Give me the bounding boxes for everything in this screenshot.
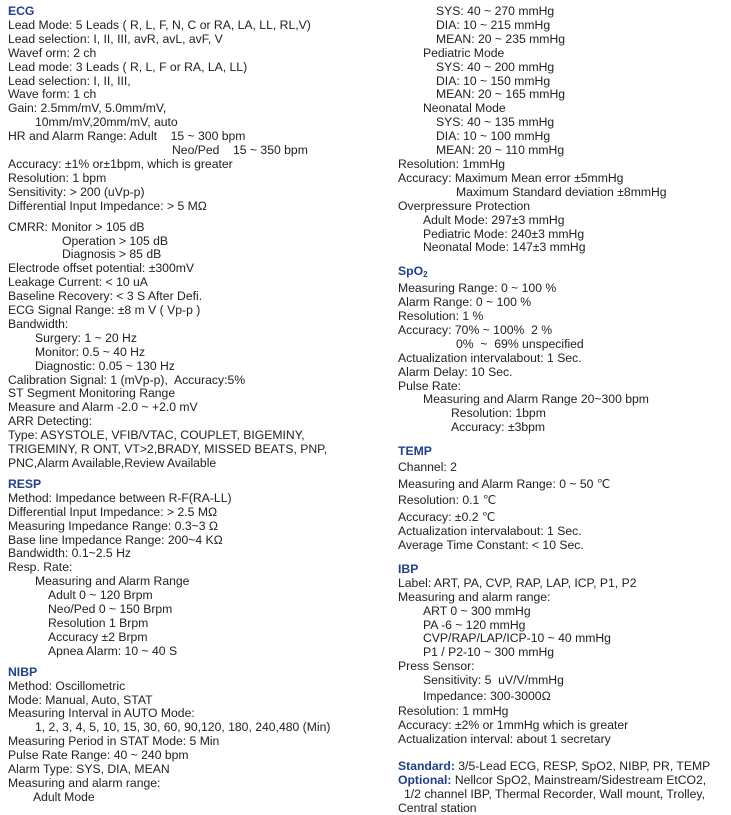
spo2-line: Resolution: 1 % <box>398 309 484 324</box>
nibp-line: Alarm Type: SYS, DIA, MEAN <box>8 762 170 777</box>
nibp-line: Neonatal Mode: 147±3 mmHg <box>423 240 586 255</box>
standard-label: Standard: <box>398 758 455 773</box>
spo2-line: Pulse Rate: <box>398 378 462 393</box>
ecg-specs <box>8 19 388 471</box>
nibp-line: SYS: 40 ~ 135 mmHg <box>436 115 555 130</box>
spo2-title <box>398 265 728 282</box>
resp-specs <box>8 492 388 659</box>
nibp-line: Overpressure Protection <box>398 198 531 213</box>
resp-title: RESP <box>8 476 42 491</box>
ibp-line: PA -6 ~ 120 mmHg <box>423 617 526 632</box>
ecg-line: Diagnosis > 85 dB <box>62 247 162 262</box>
temp-title: TEMP <box>398 444 432 459</box>
optional-label: Optional: <box>398 772 452 787</box>
ecg-line: Surgery: 1 ~ 20 Hz <box>35 330 137 345</box>
ibp-line: Accuracy: ±2% or 1mmHg which is greater <box>398 717 629 732</box>
resp-line: Accuracy ±2 Brpm <box>48 629 148 644</box>
ecg-line: Monitor: 0.5 ~ 40 Hz <box>35 344 146 359</box>
nibp-line: Pediatric Mode: 240±3 mmHg <box>423 226 585 241</box>
ibp-line: Sensitivity: 5 uV/V/mmHg <box>423 673 564 688</box>
nibp-line: Accuracy: Maximum Mean error ±5mmHg <box>398 170 624 185</box>
temp-line: Measuring and Alarm Range: 0 ~ 50 ℃ <box>398 476 611 491</box>
spo2-line: Measuring Range: 0 ~ 100 % <box>398 281 557 296</box>
standard-config <box>398 759 728 773</box>
ecg-line: PNC,Alarm Available,Review Available <box>8 456 217 470</box>
resp-line: Resolution 1 Brpm <box>48 615 149 630</box>
ibp-line: Impedance: 300-3000Ω <box>423 689 551 704</box>
spo2-line: Accuracy: ±3bpm <box>451 420 546 435</box>
ibp-title: IBP <box>398 561 419 576</box>
temp-line: Resolution: 0.1 ℃ <box>398 493 497 508</box>
ecg-line: TRIGEMINY, R ONT, VT>2,BRADY, MISSED BEATS, PNP, <box>8 442 328 457</box>
ecg-line: Differential Input Impedance: > 5 MΩ <box>8 198 207 213</box>
spo2-line: Actualization intervalabout: 1 Sec. <box>398 350 582 365</box>
nibp-line: Pediatric Mode <box>423 45 505 60</box>
ecg-line: Bandwidth: <box>8 316 69 331</box>
ecg-line: Neo/Ped 15 ~ 350 bpm <box>172 143 308 158</box>
temp-specs <box>398 459 728 553</box>
ecg-line: ARR Detecting: <box>8 414 92 429</box>
nibp-line: Adult Mode <box>33 789 95 804</box>
ecg-line: Wave form: 1 ch <box>8 87 97 102</box>
nibp-line: Pulse Rate Range: 40 ~ 240 bpm <box>8 748 189 763</box>
resp-line: Differential Input Impedance: > 2.5 MΩ <box>8 504 218 519</box>
nibp-line: MEAN: 20 ~ 165 mmHg <box>436 87 566 102</box>
ecg-line: Gain: 2.5mm/mV, 5.0mm/mV, <box>8 101 167 116</box>
ecg-line: Type: ASYSTOLE, VFIB/VTAC, COUPLET, BIGEMINY, <box>8 428 305 443</box>
nibp-line: Adult Mode: 297±3 mmHg <box>423 212 565 227</box>
nibp-line: DIA: 10 ~ 215 mmHg <box>436 17 551 32</box>
ibp-line: Press Sensor: <box>398 659 475 674</box>
resp-line: Neo/Ped 0 ~ 150 Brpm <box>48 602 173 617</box>
ecg-line: 10mm/mV,20mm/mV, auto <box>35 115 178 130</box>
resp-line: Measuring and Alarm Range <box>35 574 190 589</box>
ecg-line: CMRR: Monitor > 105 dB <box>8 219 145 234</box>
temp-line: Accuracy: ±0.2 ℃ <box>398 509 496 524</box>
ecg-line: Accuracy: ±1% or±1bpm, which is greater <box>8 156 233 171</box>
nibp-line: Measuring and alarm range: <box>8 775 161 790</box>
ecg-line: Lead mode: 3 Leads ( R, L, F or RA, LA, LL) <box>8 59 248 74</box>
ecg-line: Diagnostic: 0.05 ~ 130 Hz <box>35 358 175 373</box>
ibp-line: ART 0 ~ 300 mmHg <box>423 603 531 618</box>
right-column <box>398 5 728 815</box>
nibp-line: 1, 2, 3, 4, 5, 10, 15, 30, 60, 90,120, 180, 240,480 (Min) <box>35 720 331 735</box>
temp-line: Average Time Constant: < 10 Sec. <box>398 538 584 552</box>
spo2-line: Accuracy: 70% ~ 100% 2 % <box>398 322 553 337</box>
ibp-specs <box>398 577 728 747</box>
nibp-line: Neonatal Mode <box>423 101 506 116</box>
left-column <box>8 5 388 805</box>
nibp-line: Method: Oscillometric <box>8 678 126 693</box>
ibp-line: Actualization interval: about 1 secretary <box>398 731 611 746</box>
nibp-line: MEAN: 20 ~ 235 mmHg <box>436 31 566 46</box>
resp-line: Base line Impedance Range: 200~4 KΩ <box>8 532 223 547</box>
ecg-line: ST Segment Monitoring Range <box>8 386 176 401</box>
ibp-line: Measuring and alarm range: <box>398 589 551 604</box>
nibp-line: SYS: 40 ~ 270 mmHg <box>436 4 555 18</box>
spo2-line: Alarm Range: 0 ~ 100 % <box>398 295 532 310</box>
ecg-line: Sensitivity: > 200 (uVp-p) <box>8 184 145 199</box>
nibp-line: Measuring Period in STAT Mode: 5 Min <box>8 734 220 749</box>
spo2-line: Resolution: 1bpm <box>451 406 546 421</box>
ibp-line: Label: ART, PA, CVP, RAP, LAP, ICP, P1, P2 <box>398 575 637 590</box>
spo2-specs <box>398 282 728 435</box>
ibp-line: Resolution: 1 mmHg <box>398 704 509 719</box>
ibp-line: CVP/RAP/LAP/ICP-10 ~ 40 mmHg <box>423 631 611 646</box>
ecg-title: ECG <box>8 4 35 18</box>
nibp-line: SYS: 40 ~ 200 mmHg <box>436 59 555 74</box>
nibp-continued <box>398 5 728 255</box>
spo2-title-text: SpO <box>398 264 424 279</box>
optional-config-line: Central station <box>398 800 477 815</box>
ecg-line: Leakage Current: < 10 uA <box>8 275 148 290</box>
nibp-line: MEAN: 20 ~ 110 mmHg <box>436 143 565 158</box>
nibp-line: Measuring Interval in AUTO Mode: <box>8 706 195 721</box>
temp-line: Actualization intervalabout: 1 Sec. <box>398 524 582 539</box>
resp-line: Resp. Rate: <box>8 560 73 575</box>
ecg-line: Measure and Alarm -2.0 ~ +2.0 mV <box>8 400 198 415</box>
resp-line: Method: Impedance between R-F(RA-LL) <box>8 490 232 505</box>
ecg-line: Calibration Signal: 1 (mVp-p), Accuracy:5% <box>8 372 246 387</box>
ecg-line: Lead Mode: 5 Leads ( R, L, F, N, C or RA, LA, LL, RL,V) <box>8 17 311 32</box>
nibp-line: Mode: Manual, Auto, STAT <box>8 692 153 707</box>
nibp-specs <box>8 680 388 805</box>
nibp-line: Maximum Standard deviation ±8mmHg <box>456 184 667 199</box>
nibp-line: DIA: 10 ~ 150 mmHg <box>436 73 551 88</box>
ecg-line: Lead selection: I, II, III, avR, avL, avF, V <box>8 31 223 46</box>
spo2-title-subscript: 2 <box>423 270 428 280</box>
resp-line: Adult 0 ~ 120 Brpm <box>48 588 153 603</box>
nibp-line: DIA: 10 ~ 100 mmHg <box>436 129 551 144</box>
ecg-line: ECG Signal Range: ±8 m V ( Vp-p ) <box>8 303 201 318</box>
optional-config-line: 1/2 channel IBP, Thermal Recorder, Wall mount, Trolley, <box>404 786 705 801</box>
resp-line: Measuring Impedance Range: 0.3~3 Ω <box>8 518 218 533</box>
temp-line: Channel: 2 <box>398 460 457 475</box>
optional-config <box>398 773 728 787</box>
nibp-title: NIBP <box>8 664 38 679</box>
spo2-line: Measuring and Alarm Range 20~300 bpm <box>423 392 649 407</box>
standard-text: 3/5-Lead ECG, RESP, SpO2, NIBP, PR, TEMP <box>454 758 711 773</box>
resp-line: Apnea Alarm: 10 ~ 40 S <box>48 643 178 658</box>
ecg-line: Electrode offset potential: ±300mV <box>8 261 195 276</box>
ecg-line: Baseline Recovery: < 3 S After Defi. <box>8 289 203 304</box>
spo2-line: Alarm Delay: 10 Sec. <box>398 364 513 379</box>
ecg-line: HR and Alarm Range: Adult 15 ~ 300 bpm <box>8 129 246 144</box>
nibp-line: Resolution: 1mmHg <box>398 156 506 171</box>
optional-text: Nellcor SpO2, Mainstream/Sidestream EtCO2, <box>451 772 707 787</box>
resp-line: Bandwidth: 0.1~2.5 Hz <box>8 546 131 561</box>
spo2-line: 0% ~ 69% unspecified <box>456 336 584 351</box>
ecg-line: Lead selection: I, II, III, <box>8 73 131 88</box>
ecg-line: Operation > 105 dB <box>62 233 169 248</box>
ecg-line: Wavef orm: 2 ch <box>8 45 97 60</box>
ecg-line: Resolution: 1 bpm <box>8 170 107 185</box>
ibp-line: P1 / P2-10 ~ 300 mmHg <box>423 645 555 660</box>
